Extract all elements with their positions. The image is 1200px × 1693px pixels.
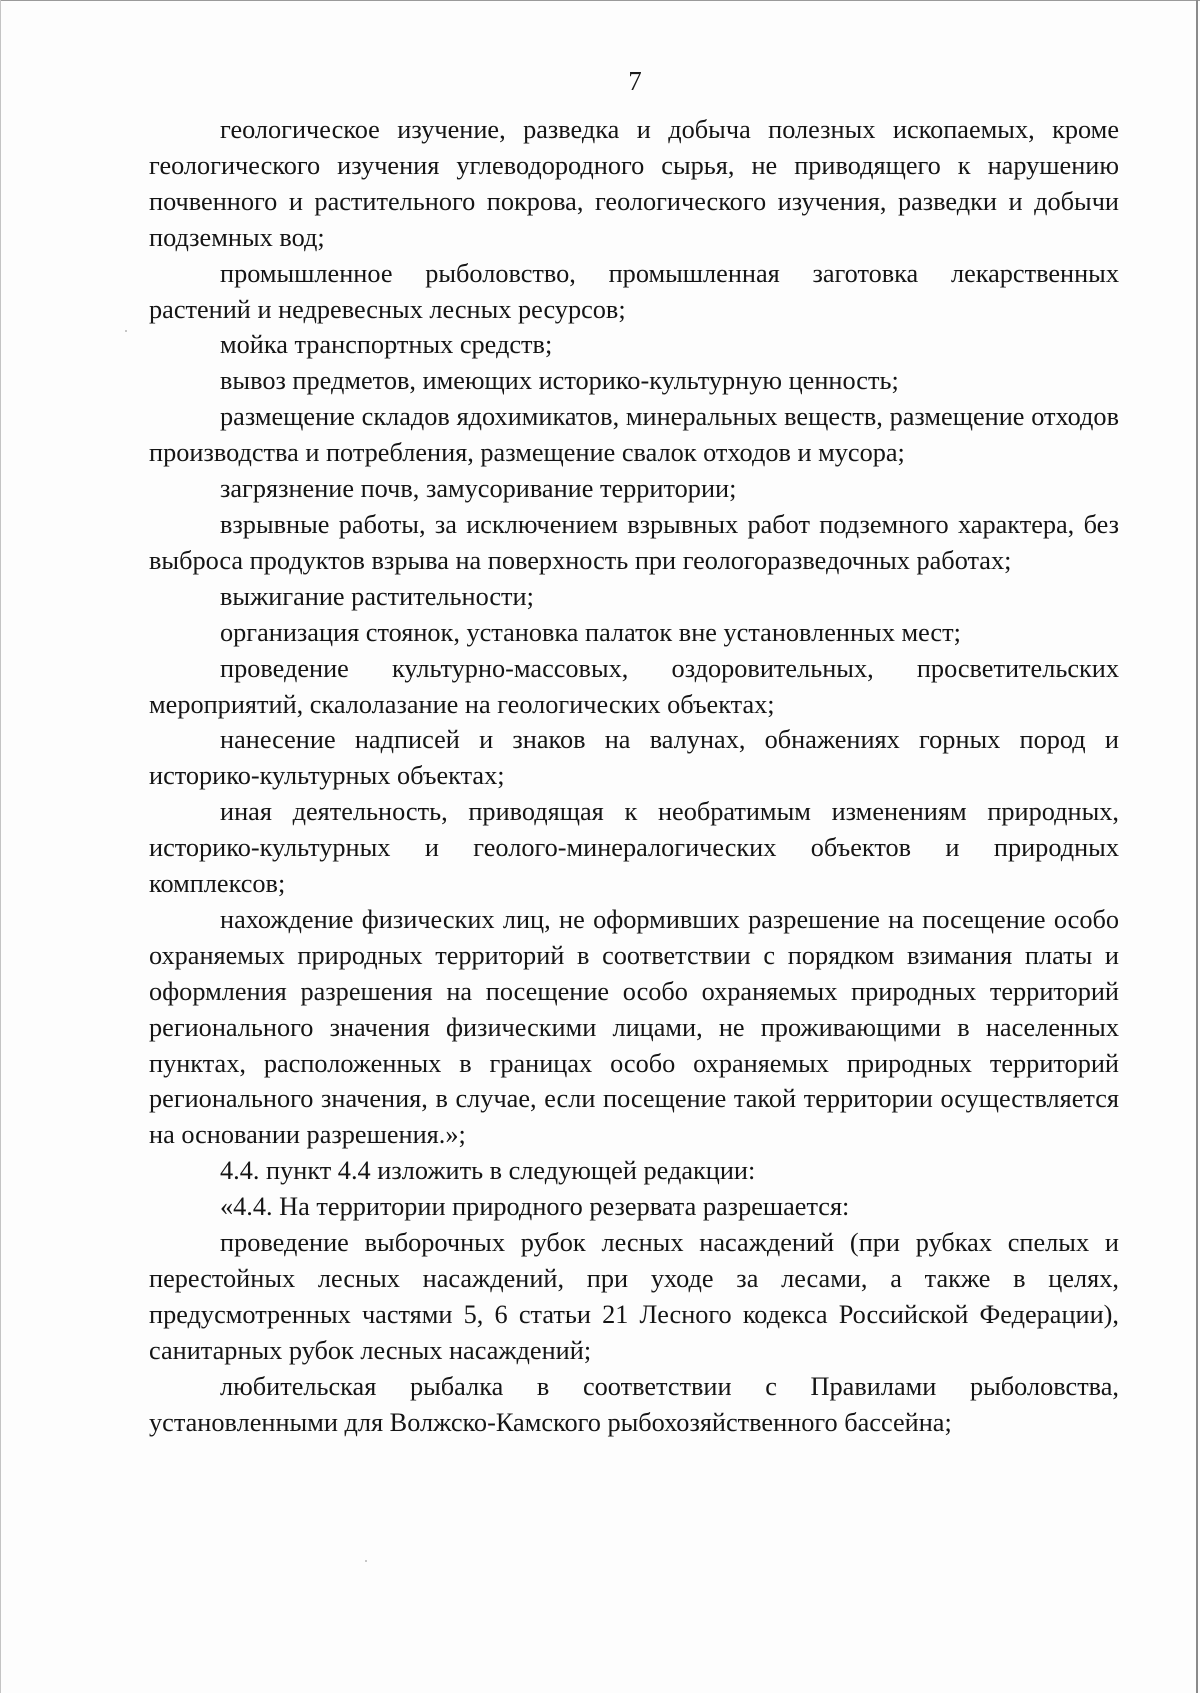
scan-edge-left — [0, 0, 1, 1693]
paragraph: 4.4. пункт 4.4 изложить в следующей редакции: — [220, 1156, 756, 1186]
paragraph: выжигание растительности; — [220, 581, 534, 611]
paragraph: вывоз предметов, имеющих историко-культурную ценность; — [220, 366, 899, 396]
paragraph: любительская рыбалка в соответствии с Правилами рыболовства, установленными для Волжско-Камского рыбохозяйственного бассейна; — [149, 1371, 1119, 1437]
paragraph: размещение складов ядохимикатов, минеральных веществ, размещение отходов производства и потребления, размещение свалок отходов и мусора; — [149, 402, 1119, 468]
paragraph: проведение культурно-массовых, оздоровительных, просветительских мероприятий, скалолазание на геологических объектах; — [149, 653, 1119, 719]
scan-speck — [365, 1560, 367, 1562]
paragraph: промышленное рыболовство, промышленная заготовка лекарственных растений и недревесных лесных ресурсов; — [149, 258, 1119, 324]
paragraph: взрывные работы, за исключением взрывных работ подземного характера, без выброса продуктов взрыва на поверхность при геологоразведочных работах; — [149, 509, 1119, 575]
paragraph: загрязнение почв, замусоривание территории; — [220, 474, 737, 504]
paragraph: иная деятельность, приводящая к необратимым изменениям природных, историко-культурных и геолого-минералогических объектов и природных комплексов; — [149, 797, 1119, 899]
scan-edge-top — [0, 0, 1200, 1]
paragraph: нахождение физических лиц, не оформивших разрешение на посещение особо охраняемых природных территорий в соответствии с порядком взимания платы и оформления разрешения на посещение особо охраняемых природных территорий регионального значения физическими лицами, не проживающими в населенных пунктах, расположенных в границах особо охраняемых природных территорий регионального значения, в случае, если посещение такой территории осуществляется на основании разрешения.»; — [149, 904, 1119, 1150]
document-body — [149, 112, 1119, 1441]
scan-speck — [125, 330, 127, 332]
paragraph: мойка транспортных средств; — [220, 330, 553, 360]
page-number: 7 — [628, 66, 642, 96]
paragraph: проведение выборочных рубок лесных насаждений (при рубках спелых и перестойных лесных насаждений, при уходе за лесами, а также в целях, предусмотренных частями 5, 6 статьи 21 Лесного кодекса Российской Федерации), санитарных рубок лесных насаждений; — [149, 1228, 1119, 1365]
paragraph: «4.4. На территории природного резервата разрешается: — [220, 1192, 850, 1222]
paragraph: геологическое изучение, разведка и добыча полезных ископаемых, кроме геологического изучения углеводородного сырья, не приводящего к нарушению почвенного и растительного покрова, геологического изучения, разведки и добычи подземных вод; — [149, 115, 1119, 252]
paragraph: организация стоянок, установка палаток вне установленных мест; — [220, 617, 961, 647]
scan-edge-right — [1196, 0, 1198, 1693]
paragraph: нанесение надписей и знаков на валунах, обнажениях горных пород и историко-культурных объектах; — [149, 725, 1119, 791]
